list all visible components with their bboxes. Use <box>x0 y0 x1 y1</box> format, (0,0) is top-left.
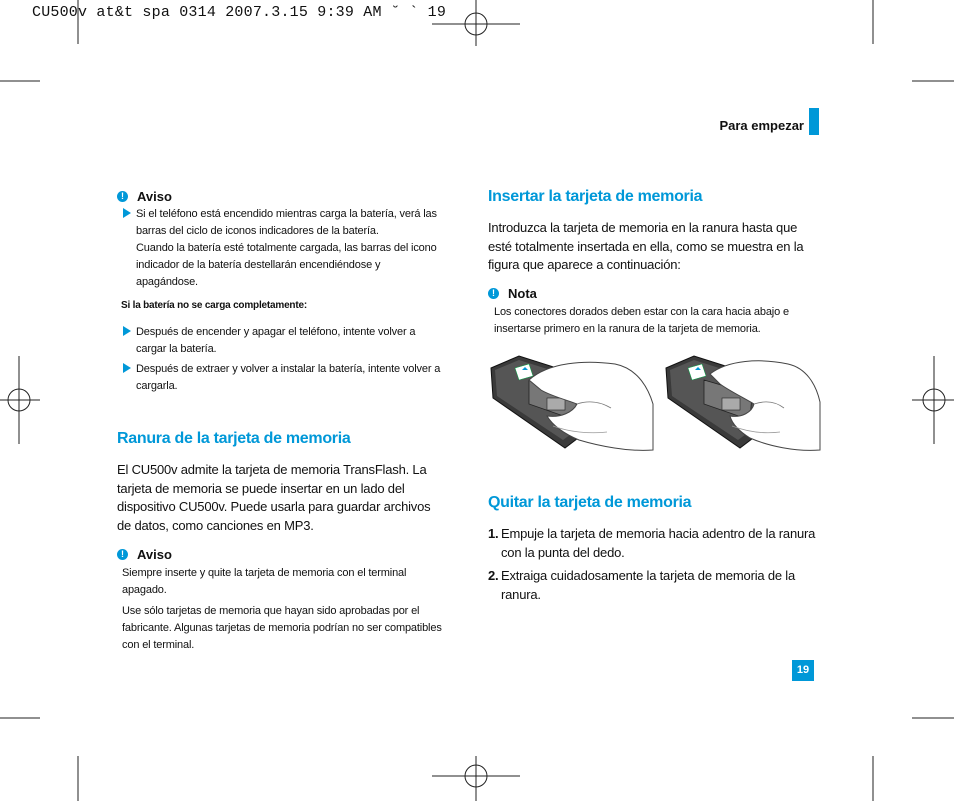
nota-block <box>488 286 813 338</box>
list-item: Después de extraer y volver a instalar la batería, intente volver a cargarla. <box>123 361 442 395</box>
list-item: Si el teléfono está encendido mientras carga la batería, verá las barras del ciclo de iconos indicadores de la batería. Cuando la batería esté totalmente cargada, las barras del icono indicador de la batería destellarán encendiéndose y apagándose. <box>123 206 442 291</box>
aviso-subheading: Si la batería no se carga completamente: <box>121 300 307 311</box>
warning-circle-icon: ! <box>117 549 128 560</box>
list-item: 1. Empuje la tarjeta de memoria hacia adentro de la ranura con la punta del dedo. <box>488 526 816 560</box>
aviso-body <box>117 206 442 395</box>
registration-mark-icon <box>432 0 520 46</box>
aviso2-p1: Siempre inserte y quite la tarjeta de memoria con el terminal apagado. <box>122 567 407 596</box>
aviso-title: Aviso <box>137 189 172 204</box>
print-slug: CU500v at&t spa 0314 2007.3.15 9:39 AM ˘ ` 19 <box>32 4 447 21</box>
header-tab-marker <box>809 108 819 135</box>
ranura-text: El CU500v admite la tarjeta de memoria TransFlash. La tarjeta de memoria se puede insertar en un lado del dispositivo CU500v. Puede usarla para guardar archivos de datos, como canciones en MP3. <box>117 462 431 533</box>
section-title-quitar: Quitar la tarjeta de memoria <box>488 494 692 511</box>
nota-text: Los conectores dorados deben estar con la cara hacia abajo e insertarse primero en la ranura de la tarjeta de memoria. <box>494 306 789 335</box>
aviso2-heading <box>117 547 442 562</box>
registration-mark-icon <box>432 756 520 801</box>
aviso2-block <box>117 547 442 654</box>
aviso2-title: Aviso <box>137 547 172 562</box>
aviso-heading <box>117 189 442 204</box>
triangle-bullet-icon <box>123 326 131 336</box>
aviso2-p2: Use sólo tarjetas de memoria que hayan sido aprobadas por el fabricante. Algunas tarjetas de memoria podrían no ser compatibles con el terminal. <box>122 605 442 651</box>
running-header: Para empezar <box>719 118 804 133</box>
triangle-bullet-icon <box>123 363 131 373</box>
phone-card-insert-illustration <box>489 354 655 458</box>
nota-title: Nota <box>508 286 537 301</box>
list-item: Después de encender y apagar el teléfono, intente volver a cargar la batería. <box>123 324 442 358</box>
warning-circle-icon: ! <box>117 191 128 202</box>
insertar-text: Introduzca la tarjeta de memoria en la ranura hasta que esté totalmente insertada en ella, como se muestra en la figura que aparece a continuación: <box>488 220 804 272</box>
registration-mark-icon <box>912 356 954 444</box>
list-item: 2. Extraiga cuidadosamente la tarjeta de memoria de la ranura. <box>488 568 796 602</box>
section-title-ranura: Ranura de la tarjeta de memoria <box>117 430 351 447</box>
warning-circle-icon: ! <box>488 288 499 299</box>
quitar-steps <box>488 525 820 604</box>
registration-mark-icon <box>0 356 40 444</box>
section-title-insertar: Insertar la tarjeta de memoria <box>488 188 703 205</box>
left-column <box>117 189 442 395</box>
phone-card-push-illustration <box>664 354 822 458</box>
triangle-bullet-icon <box>123 208 131 218</box>
nota-heading <box>488 286 813 301</box>
page-number: 19 <box>792 660 814 681</box>
